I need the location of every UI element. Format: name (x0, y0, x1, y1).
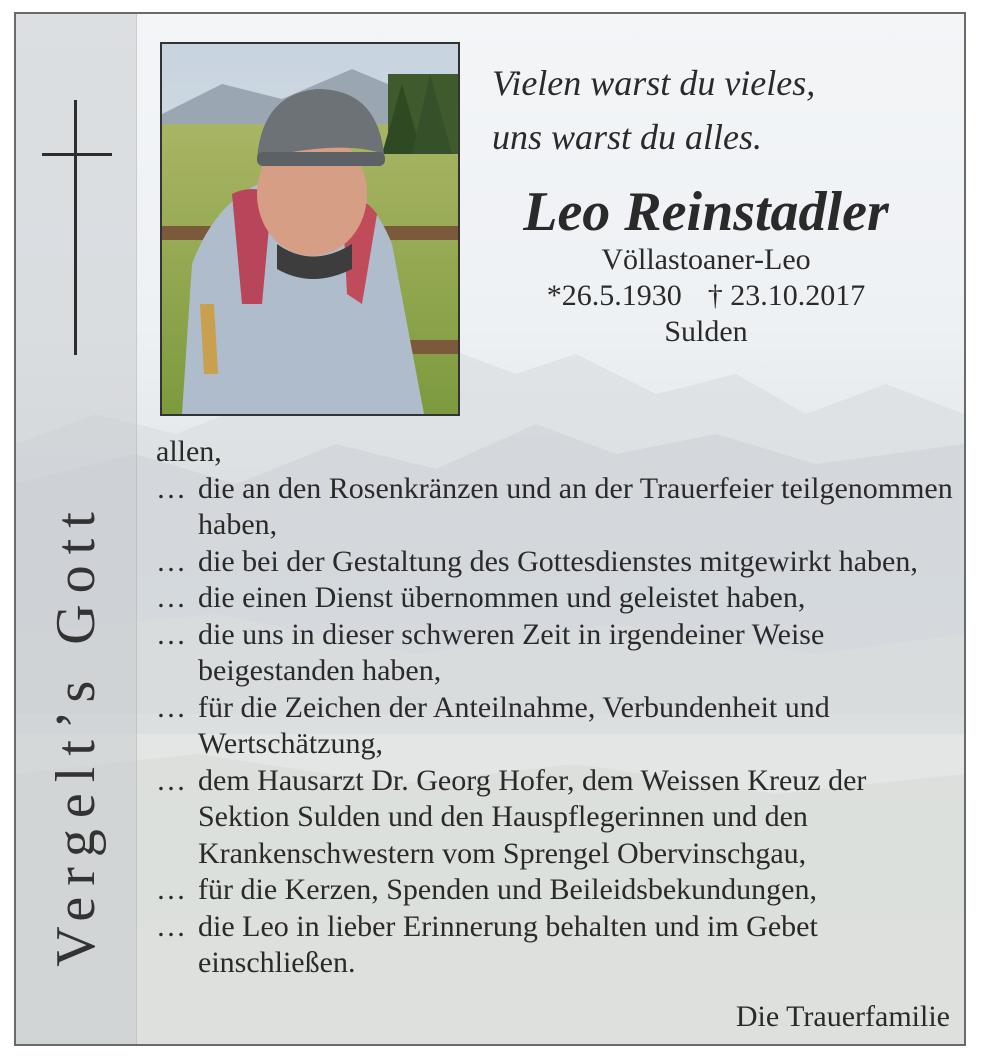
thanks-item-text: die uns in dieser schweren Zeit in irgendeiner Weise beigestanden haben, (198, 617, 825, 687)
thanks-intro: allen, (156, 435, 222, 468)
bullet: … (156, 690, 186, 724)
thanks-item (156, 580, 956, 617)
thanks-item (156, 617, 956, 690)
portrait-illustration (162, 44, 458, 414)
life-dates (456, 278, 956, 314)
death-date: † 23.10.2017 (707, 279, 866, 312)
bullet: … (156, 873, 186, 906)
thanks-item (156, 909, 956, 982)
portrait-photo (160, 42, 460, 416)
deceased-name: Leo Reinstadler (523, 181, 889, 243)
thanks-item-text: die an den Rosenkränzen und an der Trauerfeier teilgenommen haben, (198, 471, 953, 541)
thanks-item (156, 544, 956, 581)
bullet: … (156, 544, 186, 578)
thanks-item-text: die einen Dienst übernommen und geleistet haben, (198, 581, 806, 614)
bullet: … (156, 471, 186, 505)
signature: Die Trauerfamilie (735, 1000, 950, 1033)
thanks-item-text: für die Zeichen der Anteilnahme, Verbundenheit und Wertschätzung, (198, 690, 830, 760)
cross-icon (74, 100, 77, 355)
thanks-item-text: die bei der Gestaltung des Gottesdienstes mitgewirkt haben, (198, 544, 918, 578)
sidebar-strip (16, 14, 137, 1044)
thanks-item (156, 690, 956, 763)
place: Sulden (664, 315, 748, 348)
thanks-text (156, 434, 956, 982)
thanks-item (156, 872, 956, 909)
deceased-info (456, 242, 956, 350)
quote-line-1: Vielen warst du vieles, (492, 63, 816, 103)
thanks-item (156, 763, 956, 873)
bullet: … (156, 581, 186, 614)
quote-line-2: uns warst du alles. (492, 117, 763, 157)
birth-date: *26.5.1930 (546, 279, 682, 312)
thanks-item-text: dem Hausarzt Dr. Georg Hofer, dem Weissen Kreuz der Sektion Sulden und den Hauspflegerinnen und den Krankenschwestern vom Sprengel Obervinschgau, (198, 763, 867, 870)
quote (492, 56, 815, 164)
thanks-item-text: die Leo in lieber Erinnerung behalten und im Gebet einschließen. (198, 909, 818, 979)
thanks-item (156, 471, 956, 544)
cross-icon-bar (42, 153, 112, 156)
bullet: … (156, 617, 186, 651)
bullet: … (156, 763, 186, 797)
obituary-card (14, 12, 966, 1046)
nickname: Völlastoaner-Leo (601, 243, 811, 276)
bullet: … (156, 909, 186, 943)
thanks-item-text: für die Kerzen, Spenden und Beileidsbekundungen, (198, 873, 817, 906)
vergelts-gott-text: Vergelt’s Gott (45, 501, 107, 967)
